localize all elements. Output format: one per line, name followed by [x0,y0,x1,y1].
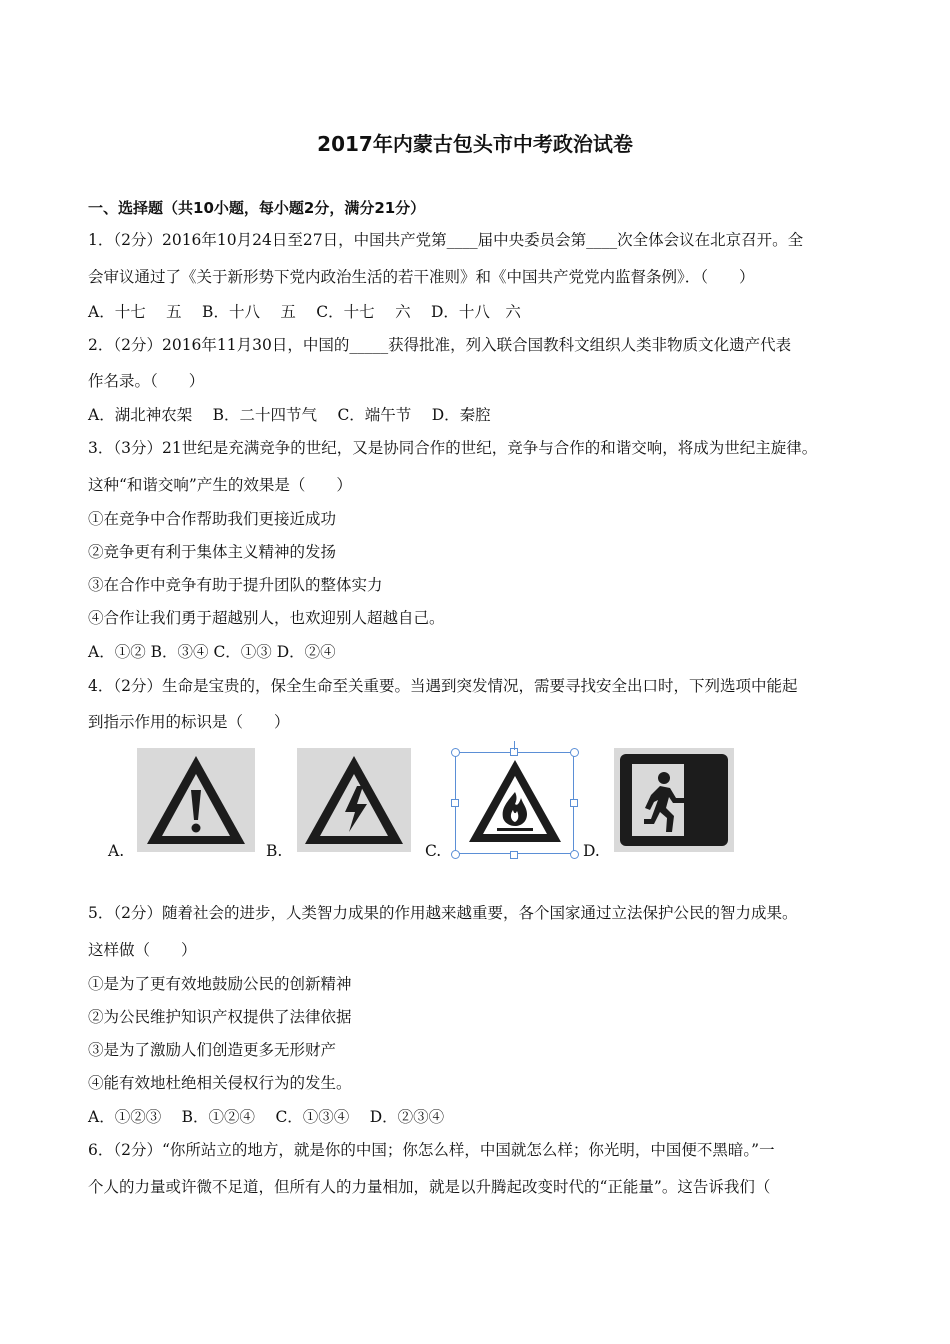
question-2-stem: 2．（2分）2016年11月30日，中国的_____获得批准，列入联合国教科文组织人类非物质文化遗产代表 [88,336,792,354]
question-3-options: A．①② B．③④ C．①③ D．②④ [88,643,336,661]
question-5-stem-cont: 这样做（ ） [88,941,197,959]
question-4-stem: 4．（2分）生命是宝贵的，保全生命至关重要。当遇到突发情况，需要寻找安全出口时，下列选项中能起 [88,677,798,695]
question-5-stem: 5．（2分）随着社会的进步，人类智力成果的作用越来越重要，各个国家通过立法保护公民的智力成果。 [88,904,798,922]
resize-handle-top-left[interactable] [451,748,460,757]
resize-handle-bottom-left[interactable] [451,850,460,859]
question-6-stem-cont: 个人的力量或许微不足道，但所有人的力量相加，就是以升腾起改变时代的“正能量”。这告诉我们（ [88,1178,771,1196]
image-selection-frame[interactable] [455,752,574,854]
rotate-handle-stem [514,741,515,750]
resize-handle-left[interactable] [451,799,459,807]
question-5-statement-2: ②为公民维护知识产权提供了法律依据 [88,1008,352,1026]
exclamation-warning-sign [137,748,255,852]
resize-handle-bottom-right[interactable] [570,850,579,859]
resize-handle-bottom[interactable] [510,851,518,859]
option-c-label: C. [425,842,442,860]
question-3-statement-2: ②竞争更有利于集体主义精神的发扬 [88,543,337,561]
section-heading: 一、选择题（共10小题，每小题2分，满分21分） [88,199,426,217]
high-voltage-warning-sign [297,748,411,852]
question-3-statement-4: ④合作让我们勇于超越别人，也欢迎别人超越自己。 [88,609,445,627]
question-3-stem: 3．（3分）21世纪是充满竞争的世纪，又是协同合作的世纪，竞争与合作的和谐交响，将成为世纪主旋律。 [88,439,818,457]
emergency-exit-sign [614,748,734,852]
question-2-stem-cont: 作名录。（ ） [88,372,205,390]
question-3-statement-1: ①在竞争中合作帮助我们更接近成功 [88,510,337,528]
question-5-options: A．①②③ B．①②④ C．①③④ D．②③④ [88,1108,445,1126]
question-4-stem-cont: 到指示作用的标识是（ ） [88,713,290,731]
question-2-options: A．湖北神农架 B．二十四节气 C．端午节 D．秦腔 [88,406,491,424]
question-1-stem: 1．（2分）2016年10月24日至27日，中国共产党第____届中央委员会第____次全体会议在北京召开。全 [88,231,804,249]
question-1-stem-cont: 会审议通过了《关于新形势下党内政治生活的若干准则》和《中国共产党党内监督条例》．（ ） [88,268,755,286]
resize-handle-right[interactable] [570,799,578,807]
option-a-label: A. [108,842,125,860]
question-1-options: A．十七 五 B．十八 五 C．十七 六 D．十八 六 [88,303,521,321]
option-d-label: D. [583,842,600,860]
question-5-statement-1: ①是为了更有效地鼓励公民的创新精神 [88,975,352,993]
resize-handle-top-right[interactable] [570,748,579,757]
option-b-label: B. [266,842,283,860]
question-3-stem-cont: 这种“和谐交响”产生的效果是（ ） [88,476,352,494]
question-6-stem: 6．（2分）“你所站立的地方，就是你的中国；你怎么样，中国就怎么样；你光明，中国便不黑暗。”一 [88,1141,775,1159]
page-title: 2017年内蒙古包头市中考政治试卷 [317,132,633,156]
question-3-statement-3: ③在合作中竞争有助于提升团队的整体实力 [88,576,383,594]
question-5-statement-4: ④能有效地杜绝相关侵权行为的发生。 [88,1074,352,1092]
question-5-statement-3: ③是为了激励人们创造更多无形财产 [88,1041,337,1059]
